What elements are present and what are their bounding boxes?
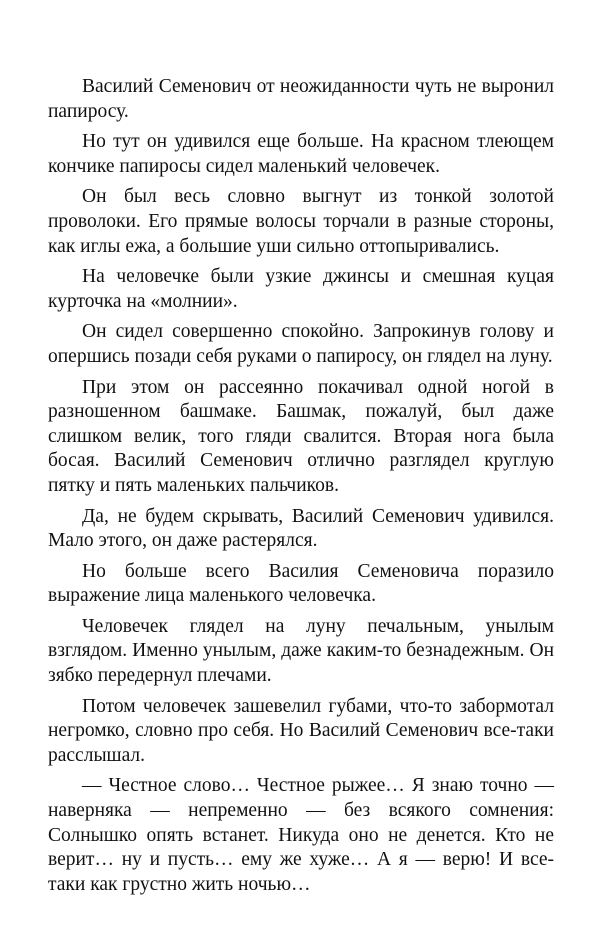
paragraph: Да, не будем скрывать, Василий Семенович удивился. Мало этого, он даже растерялся.	[48, 505, 554, 552]
paragraph: Человечек глядел на луну печальным, унылым взглядом. Именно унылым, даже каким-то безнадежным. Он зябко передернул плечами.	[48, 615, 554, 687]
paragraph: Но больше всего Василия Семеновича поразило выражение лица маленького человечка.	[48, 560, 554, 607]
paragraph: Василий Семенович от неожиданности чуть не выронил папиросу.	[48, 76, 554, 122]
paragraph: — Честное слово… Честное рыжее… Я знаю точно — наверняка — непременно — без всякого сомнения: Солнышко опять встанет. Никуда оно не денется. Кто не верит… ну и пусть… ему же хуже… А я — верю! И все-таки как грустно жить ночью…	[48, 775, 554, 895]
paragraph: Он был весь словно выгнут из тонкой золотой проволоки. Его прямые волосы торчали в разные стороны, как иглы ежа, а большие уши сильно оттопыривались.	[48, 186, 554, 257]
paragraph: Потом человечек зашевелил губами, что-то забормотал негромко, словно про себя. Но Василий Семенович все-таки расслышал.	[48, 695, 554, 766]
paragraph: На человечке были узкие джинсы и смешная куцая курточка на «молнии».	[48, 266, 554, 312]
paragraph: Он сидел совершенно спокойно. Запрокинув голову и опершись позади себя руками о папиросу, он глядел на луну.	[48, 321, 554, 367]
page-text	[48, 75, 554, 897]
paragraph: Но тут он удивился еще больше. На красном тлеющем кончике папиросы сидел маленький человечек.	[48, 131, 554, 177]
paragraph: При этом он рассеянно покачивал одной ногой в разношенном башмаке. Башмак, пожалуй, был даже слишком велик, того гляди свалится. Вторая нога была босая. Василий Семенович отлично разглядел круглую пятку и пять маленьких пальчиков.	[48, 376, 554, 496]
